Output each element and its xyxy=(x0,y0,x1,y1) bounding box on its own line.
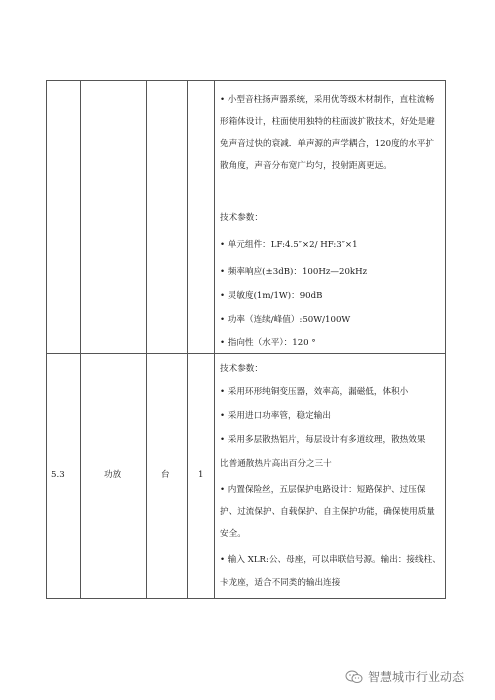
spec-line: • 输入 XLR:公、母座，可以串联信号源。输出：接线柱、 xyxy=(220,555,441,565)
description-line: • 小型音柱扬声器系统，采用优等级木材制作，直柱流畅 xyxy=(220,95,435,105)
spec-line: 护、过流保护、自载保护、自主保护功能，确保使用质量 xyxy=(220,507,435,517)
col-line-5 xyxy=(214,80,215,599)
description-line: 免声音过快的衰减．单声源的声学耦合，120度的水平扩 xyxy=(220,139,435,149)
spec-heading: 技术参数： xyxy=(220,213,263,223)
spec-line: 安全。 xyxy=(220,529,246,539)
watermark xyxy=(345,668,464,685)
table-border-bottom xyxy=(46,598,446,599)
watermark-text: 智慧城市行业动态 xyxy=(368,670,465,684)
spec-line: • 采用多层散热铝片，每层设计有多道纹理，散热效果 xyxy=(220,435,426,445)
item-quantity: 1 xyxy=(198,470,204,480)
item-name: 功放 xyxy=(104,470,122,480)
description-line: 散角度，声音分布宽广均匀，投射距离更远。 xyxy=(220,161,392,171)
wechat-icon xyxy=(345,670,363,684)
spec-line: • 灵敏度(1m/1W)：90dB xyxy=(220,291,323,301)
item-unit: 台 xyxy=(161,470,170,480)
col-line-1 xyxy=(46,80,47,599)
spec-line: 卡龙座，适合不同类的输出连接 xyxy=(220,578,341,588)
col-line-3 xyxy=(146,80,147,599)
spec-line: • 频率响应(±3dB)：100Hz—20kHz xyxy=(220,267,368,277)
spec-line: • 功率（连续/峰值）:50W/100W xyxy=(220,315,351,325)
item-index: 5.3 xyxy=(51,470,65,480)
spec-line: 比普通散热片高出百分之三十 xyxy=(220,459,332,469)
description-line: 形箱体设计，柱面使用独特的柱面波扩散技术，好处是避 xyxy=(220,117,435,127)
table-border-top xyxy=(46,80,446,81)
col-line-6 xyxy=(445,80,446,599)
spec-line: • 采用环形纯铜变压器，效率高，漏磁低，体积小 xyxy=(220,387,409,397)
row-divider xyxy=(46,353,446,354)
spec-line: • 采用进口功率管，稳定输出 xyxy=(220,411,331,421)
col-line-4 xyxy=(187,80,188,599)
col-line-2 xyxy=(80,80,81,599)
spec-heading: 技术参数： xyxy=(220,364,263,374)
spec-line: • 指向性（水平）：120 ° xyxy=(220,338,316,348)
spec-line: • 单元组件：LF:4.5″×2/ HF:3″×1 xyxy=(220,240,358,250)
spec-line: • 内置保险丝，五层保护电路设计：短路保护、过压保 xyxy=(220,485,426,495)
